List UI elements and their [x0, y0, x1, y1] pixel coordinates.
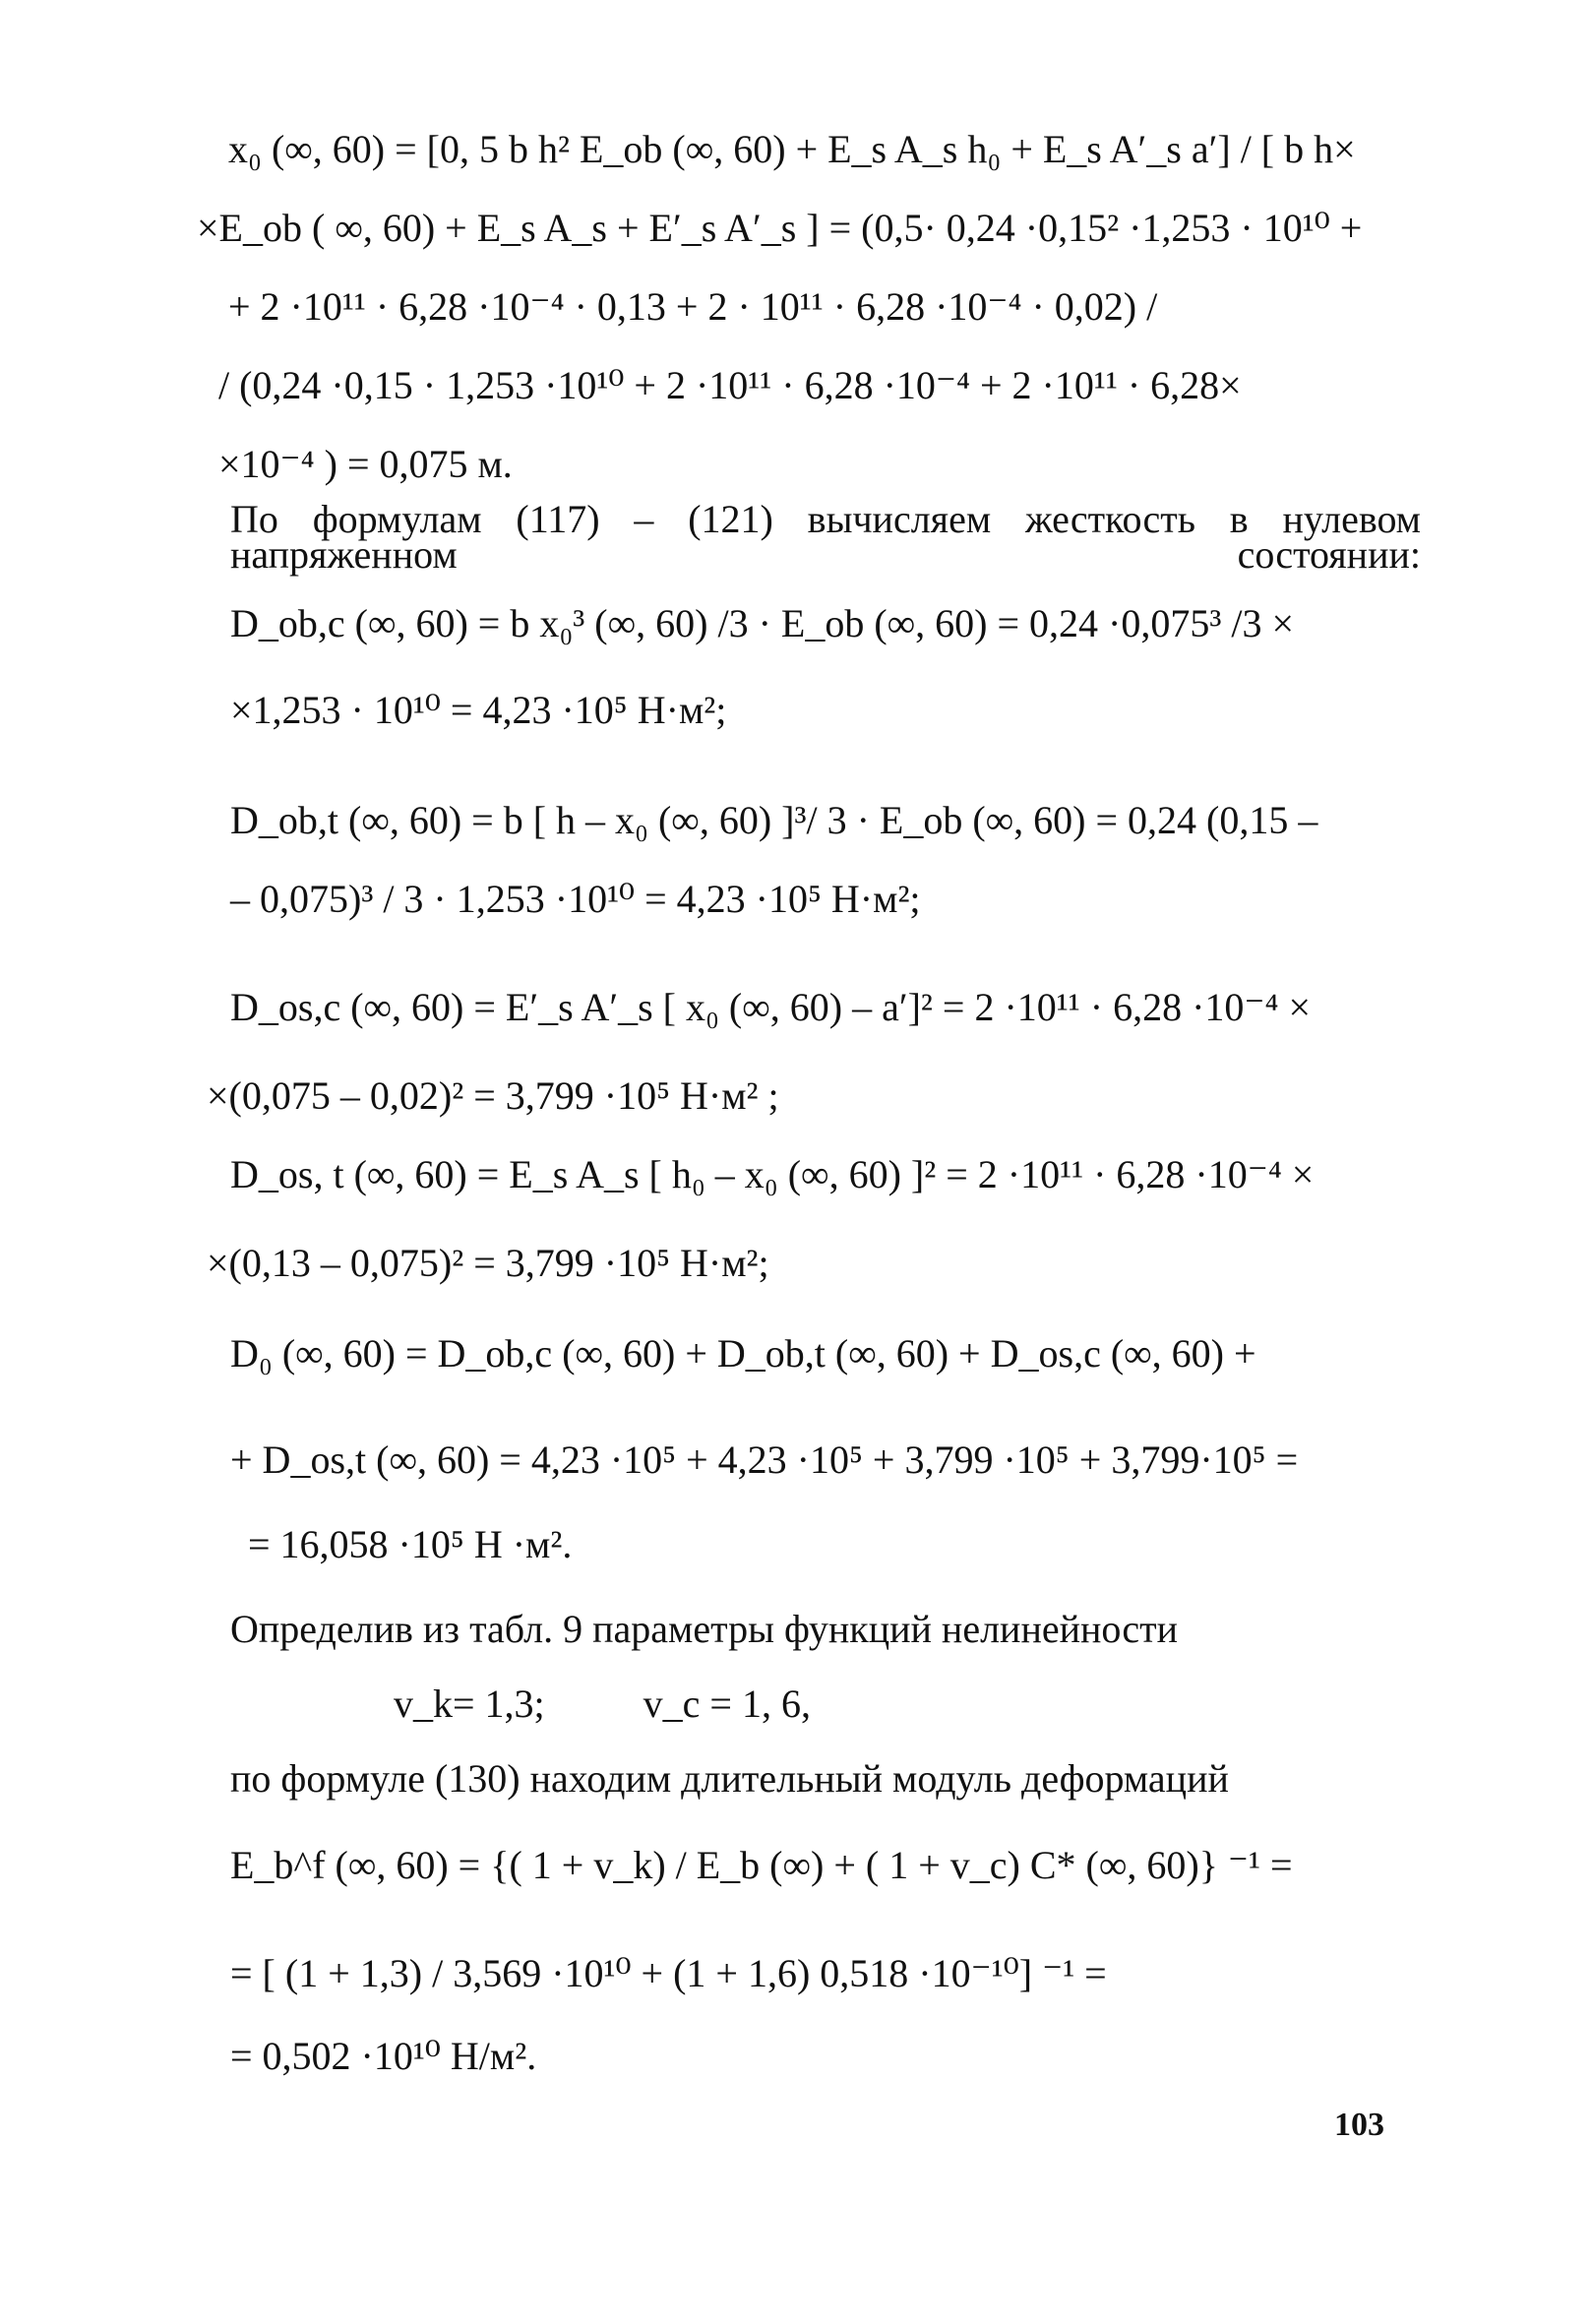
page-number: 103 — [1334, 2107, 1384, 2143]
formula-dobc-line-1: D_ob,c (∞, 60) = b x₀³ (∞, 60) /3 · E_ob (∞, 60) = 0,24 ·0,075³ /3 × — [230, 601, 1295, 645]
formula-x0-line-1: x₀ (∞, 60) = [0, 5 b h² E_ob (∞, 60) + E_s A_s h₀ + E_s A′_s a′] / [ b h× — [228, 127, 1356, 171]
formula-x0-line-3: + 2 ·10¹¹ · 6,28 ·10⁻⁴ · 0,13 + 2 · 10¹¹ · 6,28 ·10⁻⁴ · 0,02) / — [228, 284, 1158, 329]
formula-nonlinearity-params: v_k= 1,3; v_c = 1, 6, — [394, 1682, 811, 1726]
paragraph-stiffness-intro: По формулам (117) – (121) вычисляем жесткость в нулевом напряженном состоянии: — [230, 497, 1421, 577]
formula-d0-line-2: + D_os,t (∞, 60) = 4,23 ·10⁵ + 4,23 ·10⁵ + 3,799 ·10⁵ + 3,799·10⁵ = — [230, 1437, 1299, 1482]
formula-dost-line-1: D_os, t (∞, 60) = E_s A_s [ h₀ – x₀ (∞, 60) ]² = 2 ·10¹¹ · 6,28 ·10⁻⁴ × — [230, 1152, 1315, 1196]
paragraph-long-term-modulus: по формуле (130) находим длительный модуль деформаций — [230, 1756, 1229, 1801]
formula-x0-result: ×10⁻⁴ ) = 0,075 м. — [218, 442, 513, 486]
formula-ebf-line-1: E_b^f (∞, 60) = {( 1 + v_k) / E_b (∞) + ( 1 + v_c) C* (∞, 60)} ⁻¹ = — [230, 1843, 1293, 1887]
formula-d0-result: = 16,058 ·10⁵ Н ·м². — [248, 1522, 573, 1566]
formula-dobt-line-1: D_ob,t (∞, 60) = b [ h – x₀ (∞, 60) ]³/ 3 · E_ob (∞, 60) = 0,24 (0,15 – — [230, 798, 1318, 842]
formula-dobt-line-2: – 0,075)³ / 3 · 1,253 ·10¹⁰ = 4,23 ·10⁵ Н·м²; — [230, 877, 921, 921]
formula-ebf-result: = 0,502 ·10¹⁰ Н/м². — [230, 2034, 537, 2078]
formula-dobc-line-2: ×1,253 · 10¹⁰ = 4,23 ·10⁵ Н·м²; — [230, 688, 727, 732]
formula-dosc-line-2: ×(0,075 – 0,02)² = 3,799 ·10⁵ Н·м² ; — [207, 1073, 779, 1118]
formula-x0-line-2: ×E_ob ( ∞, 60) + E_s A_s + E′_s A′_s ] = (0,5· 0,24 ·0,15² ·1,253 · 10¹⁰ + — [197, 206, 1363, 250]
formula-dosc-line-1: D_os,c (∞, 60) = E′_s A′_s [ x₀ (∞, 60) – a′]² = 2 ·10¹¹ · 6,28 ·10⁻⁴ × — [230, 985, 1312, 1029]
paragraph-nonlinearity: Определив из табл. 9 параметры функций нелинейности — [230, 1607, 1179, 1651]
formula-dost-line-2: ×(0,13 – 0,075)² = 3,799 ·10⁵ Н·м²; — [207, 1241, 769, 1285]
formula-d0-line-1: D₀ (∞, 60) = D_ob,c (∞, 60) + D_ob,t (∞, 60) + D_os,c (∞, 60) + — [230, 1331, 1256, 1376]
formula-ebf-line-2: = [ (1 + 1,3) / 3,569 ·10¹⁰ + (1 + 1,6) 0,518 ·10⁻¹⁰] ⁻¹ = — [230, 1951, 1107, 1995]
formula-x0-line-4: / (0,24 ·0,15 · 1,253 ·10¹⁰ + 2 ·10¹¹ · 6,28 ·10⁻⁴ + 2 ·10¹¹ · 6,28× — [218, 363, 1242, 407]
